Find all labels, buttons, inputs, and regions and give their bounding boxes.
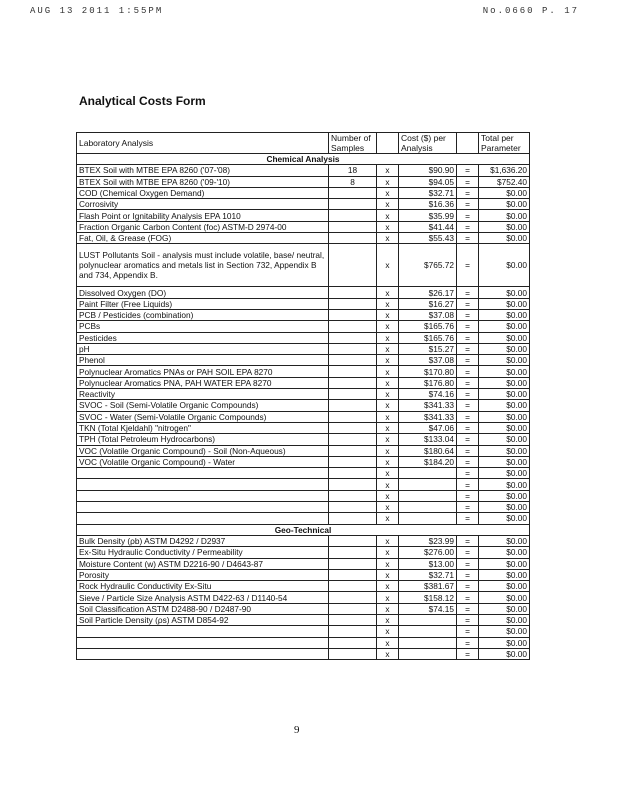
total-cell: $0.00 [479,513,530,524]
samples-cell [329,199,377,210]
samples-cell [329,603,377,614]
equals-cell: = [457,187,479,198]
total-cell: $0.00 [479,343,530,354]
cost-cell: $341.33 [399,411,457,422]
multiply-cell: x [377,187,399,198]
analysis-cell: Moisture Content (w) ASTM D2216-90 / D4643-87 [77,558,329,569]
table-row [77,199,530,210]
analysis-cell: VOC (Volatile Organic Compound) - Water [77,456,329,467]
multiply-cell: x [377,343,399,354]
analysis-cell: pH [77,343,329,354]
table-row [77,479,530,490]
multiply-cell: x [377,321,399,332]
equals-cell: = [457,569,479,580]
cost-cell: $16.36 [399,199,457,210]
total-cell: $0.00 [479,456,530,467]
table-row [77,389,530,400]
equals-cell: = [457,648,479,659]
total-cell: $0.00 [479,479,530,490]
analysis-cell: Rock Hydraulic Conductivity Ex-Situ [77,581,329,592]
samples-cell: 8 [329,176,377,187]
samples-cell [329,626,377,637]
multiply-cell: x [377,366,399,377]
analysis-cell: SVOC - Water (Semi-Volatile Organic Compounds) [77,411,329,422]
analysis-cell: Flash Point or Ignitability Analysis EPA 1010 [77,210,329,221]
multiply-cell: x [377,502,399,513]
samples-cell [329,244,377,287]
cost-cell: $381.67 [399,581,457,592]
equals-cell: = [457,287,479,298]
cost-cell: $32.71 [399,187,457,198]
section-heading: Chemical Analysis [77,154,530,165]
table-row [77,603,530,614]
table-row [77,210,530,221]
samples-cell [329,355,377,366]
total-cell: $0.00 [479,626,530,637]
total-cell: $0.00 [479,233,530,244]
cost-cell [399,513,457,524]
cost-cell: $41.44 [399,221,457,232]
equals-cell: = [457,479,479,490]
samples-cell [329,411,377,422]
cost-cell [399,626,457,637]
analysis-cell [77,513,329,524]
equals-cell: = [457,592,479,603]
analysis-cell: Sieve / Particle Size Analysis ASTM D422-63 / D1140-54 [77,592,329,603]
multiply-cell: x [377,244,399,287]
total-cell: $0.00 [479,309,530,320]
cost-cell: $32.71 [399,569,457,580]
table-row [77,332,530,343]
multiply-cell: x [377,389,399,400]
equals-cell: = [457,456,479,467]
total-cell: $0.00 [479,210,530,221]
table-row [77,411,530,422]
samples-cell [329,233,377,244]
samples-cell [329,221,377,232]
table-row [77,592,530,603]
table-row [77,513,530,524]
total-cell: $0.00 [479,366,530,377]
table-row [77,614,530,625]
fax-header-right: No.0660 P. 17 [482,6,579,16]
analysis-cell: Corrosivity [77,199,329,210]
samples-cell [329,614,377,625]
table-row [77,309,530,320]
table-row [77,233,530,244]
fax-header-left: AUG 13 2011 1:55PM [30,6,164,16]
cost-cell: $184.20 [399,456,457,467]
total-cell: $0.00 [479,490,530,501]
total-cell: $0.00 [479,581,530,592]
cost-cell: $74.16 [399,389,457,400]
samples-cell [329,332,377,343]
header-analysis: Laboratory Analysis [77,133,329,154]
total-cell: $0.00 [479,411,530,422]
samples-cell [329,558,377,569]
multiply-cell: x [377,648,399,659]
samples-cell [329,366,377,377]
multiply-cell: x [377,445,399,456]
analysis-cell: Reactivity [77,389,329,400]
equals-cell: = [457,603,479,614]
cost-cell: $16.27 [399,298,457,309]
multiply-cell: x [377,614,399,625]
multiply-cell: x [377,592,399,603]
header-cost: Cost ($) per Analysis [399,133,457,154]
analysis-cell: Fat, Oil, & Grease (FOG) [77,233,329,244]
table-row [77,422,530,433]
multiply-cell: x [377,468,399,479]
samples-cell [329,513,377,524]
analysis-cell: PCB / Pesticides (combination) [77,309,329,320]
samples-cell [329,445,377,456]
table-row [77,626,530,637]
cost-cell: $165.76 [399,321,457,332]
analysis-cell: Pesticides [77,332,329,343]
equals-cell: = [457,422,479,433]
cost-cell: $23.99 [399,535,457,546]
equals-cell: = [457,400,479,411]
analysis-cell: COD (Chemical Oxygen Demand) [77,187,329,198]
analysis-cell: Dissolved Oxygen (DO) [77,287,329,298]
total-cell: $0.00 [479,592,530,603]
header-x-blank [377,133,399,154]
total-cell: $0.00 [479,199,530,210]
samples-cell [329,535,377,546]
total-cell: $0.00 [479,400,530,411]
equals-cell: = [457,637,479,648]
multiply-cell: x [377,626,399,637]
multiply-cell: x [377,400,399,411]
multiply-cell: x [377,176,399,187]
table-row [77,355,530,366]
analysis-cell [77,637,329,648]
multiply-cell: x [377,422,399,433]
table-row [77,244,530,287]
analysis-cell: Polynuclear Aromatics PNA, PAH WATER EPA 8270 [77,377,329,388]
equals-cell: = [457,502,479,513]
analysis-cell: Phenol [77,355,329,366]
section-row [77,524,530,535]
table-row [77,558,530,569]
equals-cell: = [457,233,479,244]
cost-cell: $276.00 [399,547,457,558]
total-cell: $0.00 [479,377,530,388]
cost-cell [399,479,457,490]
samples-cell [329,547,377,558]
equals-cell: = [457,411,479,422]
equals-cell: = [457,355,479,366]
equals-cell: = [457,547,479,558]
total-cell: $1,636.20 [479,165,530,176]
samples-cell [329,210,377,221]
analysis-cell: Ex-Situ Hydraulic Conductivity / Permeability [77,547,329,558]
analysis-cell [77,648,329,659]
cost-cell: $55.43 [399,233,457,244]
table-body [77,154,530,660]
cost-cell: $94.05 [399,176,457,187]
multiply-cell: x [377,309,399,320]
cost-cell [399,648,457,659]
form-title: Analytical Costs Form [79,94,206,108]
multiply-cell: x [377,535,399,546]
table-row [77,343,530,354]
multiply-cell: x [377,434,399,445]
samples-cell [329,377,377,388]
total-cell: $0.00 [479,614,530,625]
total-cell: $0.00 [479,422,530,433]
equals-cell: = [457,165,479,176]
page-number: 9 [294,724,300,736]
cost-cell: $765.72 [399,244,457,287]
multiply-cell: x [377,411,399,422]
total-cell: $0.00 [479,569,530,580]
table-row [77,547,530,558]
samples-cell [329,389,377,400]
multiply-cell: x [377,287,399,298]
equals-cell: = [457,377,479,388]
multiply-cell: x [377,569,399,580]
equals-cell: = [457,581,479,592]
table-row [77,176,530,187]
table-row [77,400,530,411]
equals-cell: = [457,513,479,524]
analysis-cell: Polynuclear Aromatics PNAs or PAH SOIL EPA 8270 [77,366,329,377]
equals-cell: = [457,445,479,456]
samples-cell [329,468,377,479]
total-cell: $0.00 [479,298,530,309]
analysis-cell: Porosity [77,569,329,580]
samples-cell [329,321,377,332]
analysis-cell: Soil Particle Density (ρs) ASTM D854-92 [77,614,329,625]
cost-cell: $47.06 [399,422,457,433]
cost-cell: $90.90 [399,165,457,176]
cost-cell: $133.04 [399,434,457,445]
table-row [77,581,530,592]
total-cell: $0.00 [479,558,530,569]
multiply-cell: x [377,165,399,176]
analysis-cell: PCBs [77,321,329,332]
table-row [77,535,530,546]
equals-cell: = [457,332,479,343]
multiply-cell: x [377,513,399,524]
cost-cell: $35.99 [399,210,457,221]
total-cell: $0.00 [479,445,530,456]
analysis-cell: VOC (Volatile Organic Compound) - Soil (Non-Aqueous) [77,445,329,456]
analysis-cell: BTEX Soil with MTBE EPA 8260 ('07-'08) [77,165,329,176]
total-cell: $0.00 [479,502,530,513]
total-cell: $0.00 [479,287,530,298]
samples-cell [329,637,377,648]
multiply-cell: x [377,547,399,558]
analysis-cell: LUST Pollutants Soil - analysis must include volatile, base/ neutral, polynuclear aromatics and metals list in Section 732, Appendix B and 734, Appendix B. [77,244,329,287]
table-row [77,187,530,198]
multiply-cell: x [377,637,399,648]
analysis-cell: TKN (Total Kjeldahl) "nitrogen" [77,422,329,433]
table-row [77,221,530,232]
total-cell: $0.00 [479,468,530,479]
table-row [77,165,530,176]
samples-cell [329,648,377,659]
multiply-cell: x [377,221,399,232]
table-row [77,569,530,580]
cost-cell: $74.15 [399,603,457,614]
equals-cell: = [457,558,479,569]
total-cell: $0.00 [479,434,530,445]
equals-cell: = [457,309,479,320]
samples-cell [329,400,377,411]
section-heading: Geo-Technical [77,524,530,535]
samples-cell [329,287,377,298]
total-cell: $0.00 [479,389,530,400]
cost-cell: $341.33 [399,400,457,411]
total-cell: $0.00 [479,603,530,614]
cost-cell: $26.17 [399,287,457,298]
cost-cell: $13.00 [399,558,457,569]
total-cell: $0.00 [479,221,530,232]
cost-cell [399,502,457,513]
cost-cell [399,468,457,479]
samples-cell [329,434,377,445]
cost-cell: $15.27 [399,343,457,354]
section-row [77,154,530,165]
analytical-costs-table [76,132,530,660]
analysis-cell [77,468,329,479]
samples-cell [329,187,377,198]
multiply-cell: x [377,603,399,614]
equals-cell: = [457,490,479,501]
multiply-cell: x [377,581,399,592]
samples-cell: 18 [329,165,377,176]
cost-cell: $170.80 [399,366,457,377]
multiply-cell: x [377,377,399,388]
total-cell: $752.40 [479,176,530,187]
analysis-cell: SVOC - Soil (Semi-Volatile Organic Compounds) [77,400,329,411]
total-cell: $0.00 [479,355,530,366]
header-row [77,133,530,154]
table-row [77,366,530,377]
table-row [77,321,530,332]
multiply-cell: x [377,210,399,221]
samples-cell [329,569,377,580]
analysis-cell: Bulk Density (ρb) ASTM D4292 / D2937 [77,535,329,546]
equals-cell: = [457,199,479,210]
samples-cell [329,343,377,354]
equals-cell: = [457,434,479,445]
multiply-cell: x [377,298,399,309]
cost-cell: $165.76 [399,332,457,343]
table-row [77,377,530,388]
samples-cell [329,309,377,320]
total-cell: $0.00 [479,547,530,558]
total-cell: $0.00 [479,648,530,659]
multiply-cell: x [377,199,399,210]
multiply-cell: x [377,456,399,467]
cost-cell: $158.12 [399,592,457,603]
total-cell: $0.00 [479,187,530,198]
analysis-cell [77,502,329,513]
table-row [77,637,530,648]
equals-cell: = [457,221,479,232]
multiply-cell: x [377,355,399,366]
total-cell: $0.00 [479,637,530,648]
header-eq-blank [457,133,479,154]
cost-cell: $37.08 [399,309,457,320]
analysis-cell: Paint Filter (Free Liquids) [77,298,329,309]
multiply-cell: x [377,233,399,244]
analysis-cell: BTEX Soil with MTBE EPA 8260 ('09-'10) [77,176,329,187]
multiply-cell: x [377,490,399,501]
equals-cell: = [457,614,479,625]
cost-cell [399,614,457,625]
header-total: Total per Parameter [479,133,530,154]
samples-cell [329,592,377,603]
cost-cell: $176.80 [399,377,457,388]
total-cell: $0.00 [479,535,530,546]
samples-cell [329,456,377,467]
cost-cell [399,637,457,648]
samples-cell [329,422,377,433]
total-cell: $0.00 [479,321,530,332]
analysis-cell [77,479,329,490]
table-row [77,287,530,298]
equals-cell: = [457,343,479,354]
equals-cell: = [457,366,479,377]
table-row [77,298,530,309]
analysis-cell: Fraction Organic Carbon Content (foc) ASTM-D 2974-00 [77,221,329,232]
header-samples: Number of Samples [329,133,377,154]
equals-cell: = [457,468,479,479]
table-row [77,468,530,479]
samples-cell [329,298,377,309]
table-row [77,490,530,501]
cost-cell: $180.64 [399,445,457,456]
equals-cell: = [457,244,479,287]
equals-cell: = [457,176,479,187]
analysis-cell [77,490,329,501]
table-row [77,502,530,513]
table-row [77,648,530,659]
samples-cell [329,581,377,592]
total-cell: $0.00 [479,244,530,287]
total-cell: $0.00 [479,332,530,343]
cost-cell [399,490,457,501]
table-row [77,445,530,456]
equals-cell: = [457,535,479,546]
analysis-cell [77,626,329,637]
multiply-cell: x [377,332,399,343]
analysis-cell: TPH (Total Petroleum Hydrocarbons) [77,434,329,445]
table-row [77,456,530,467]
multiply-cell: x [377,479,399,490]
analysis-cell: Soil Classification ASTM D2488-90 / D2487-90 [77,603,329,614]
samples-cell [329,502,377,513]
equals-cell: = [457,389,479,400]
equals-cell: = [457,321,479,332]
samples-cell [329,479,377,490]
multiply-cell: x [377,558,399,569]
samples-cell [329,490,377,501]
equals-cell: = [457,298,479,309]
table-row [77,434,530,445]
cost-cell: $37.08 [399,355,457,366]
equals-cell: = [457,626,479,637]
equals-cell: = [457,210,479,221]
